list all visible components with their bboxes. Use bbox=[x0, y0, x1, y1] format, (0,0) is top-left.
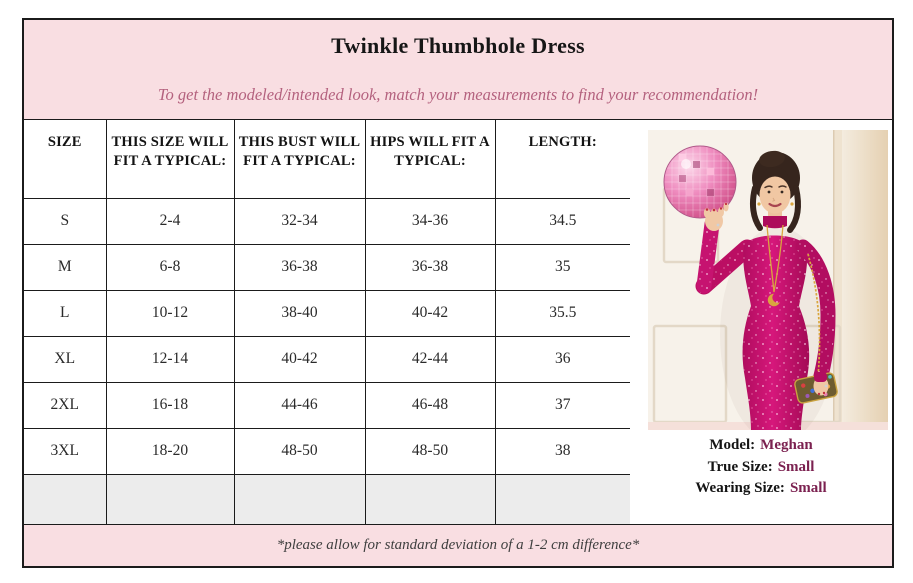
length-cell: 35.5 bbox=[495, 290, 630, 336]
col-header-bust: THIS BUST WILL FIT A TYPICAL: bbox=[234, 120, 365, 198]
true-size-value: Small bbox=[777, 458, 815, 475]
empty-cell bbox=[106, 474, 234, 524]
size-table-container bbox=[24, 120, 630, 524]
table-header-row bbox=[24, 120, 630, 198]
empty-cell bbox=[234, 474, 365, 524]
col-header-hips: HIPS WILL FIT A TYPICAL: bbox=[365, 120, 495, 198]
table-row bbox=[24, 244, 630, 290]
model-panel bbox=[630, 120, 892, 524]
hips-cell: 46-48 bbox=[365, 382, 495, 428]
bust-cell: 48-50 bbox=[234, 428, 365, 474]
col-header-fit: THIS SIZE WILL FIT A TYPICAL: bbox=[106, 120, 234, 198]
fit-cell: 2-4 bbox=[106, 198, 234, 244]
size-table bbox=[24, 120, 630, 524]
subtitle-text: To get the modeled/intended look, match your measurements to find your recommendation! bbox=[157, 85, 759, 104]
empty-cell bbox=[24, 474, 106, 524]
bust-cell: 36-38 bbox=[234, 244, 365, 290]
title-banner bbox=[24, 20, 892, 120]
col-header-size: SIZE bbox=[24, 120, 106, 198]
footer-note-banner bbox=[24, 524, 892, 566]
empty-table-row bbox=[24, 474, 630, 524]
empty-cell bbox=[495, 474, 630, 524]
size-cell: S bbox=[24, 198, 106, 244]
wearing-size-label: Wearing Size: bbox=[695, 480, 785, 496]
fit-cell: 16-18 bbox=[106, 382, 234, 428]
footer-note-text: *please allow for standard deviation of a 1-2 cm difference* bbox=[276, 537, 640, 553]
fit-cell: 10-12 bbox=[106, 290, 234, 336]
model-photo-illustration bbox=[648, 130, 888, 430]
bust-cell: 44-46 bbox=[234, 382, 365, 428]
fit-cell: 12-14 bbox=[106, 336, 234, 382]
bust-cell: 40-42 bbox=[234, 336, 365, 382]
true-size-line bbox=[630, 457, 892, 479]
model-photo bbox=[648, 130, 888, 430]
hips-cell: 36-38 bbox=[365, 244, 495, 290]
table-row bbox=[24, 336, 630, 382]
length-cell: 34.5 bbox=[495, 198, 630, 244]
bust-cell: 38-40 bbox=[234, 290, 365, 336]
size-cell: L bbox=[24, 290, 106, 336]
wearing-size-line bbox=[630, 478, 892, 500]
size-cell: XL bbox=[24, 336, 106, 382]
empty-cell bbox=[365, 474, 495, 524]
size-cell: M bbox=[24, 244, 106, 290]
length-cell: 35 bbox=[495, 244, 630, 290]
fit-cell: 6-8 bbox=[106, 244, 234, 290]
table-row bbox=[24, 198, 630, 244]
hips-cell: 40-42 bbox=[365, 290, 495, 336]
length-cell: 38 bbox=[495, 428, 630, 474]
wearing-size-value: Small bbox=[789, 480, 827, 496]
page-title: Twinkle Thumbhole Dress bbox=[331, 33, 585, 58]
table-row bbox=[24, 290, 630, 336]
size-chart-card bbox=[22, 18, 894, 568]
fit-cell: 18-20 bbox=[106, 428, 234, 474]
length-cell: 36 bbox=[495, 336, 630, 382]
bust-cell: 32-34 bbox=[234, 198, 365, 244]
table-row bbox=[24, 428, 630, 474]
size-cell: 3XL bbox=[24, 428, 106, 474]
model-caption bbox=[630, 435, 892, 500]
length-cell: 37 bbox=[495, 382, 630, 428]
true-size-label: True Size: bbox=[707, 458, 773, 475]
hips-cell: 34-36 bbox=[365, 198, 495, 244]
col-header-length: LENGTH: bbox=[495, 120, 630, 198]
size-cell: 2XL bbox=[24, 382, 106, 428]
content-area bbox=[24, 120, 892, 524]
model-value: Meghan bbox=[760, 437, 813, 453]
model-name-line bbox=[630, 435, 892, 457]
hips-cell: 48-50 bbox=[365, 428, 495, 474]
model-label: Model: bbox=[709, 437, 756, 453]
hips-cell: 42-44 bbox=[365, 336, 495, 382]
table-row bbox=[24, 382, 630, 428]
